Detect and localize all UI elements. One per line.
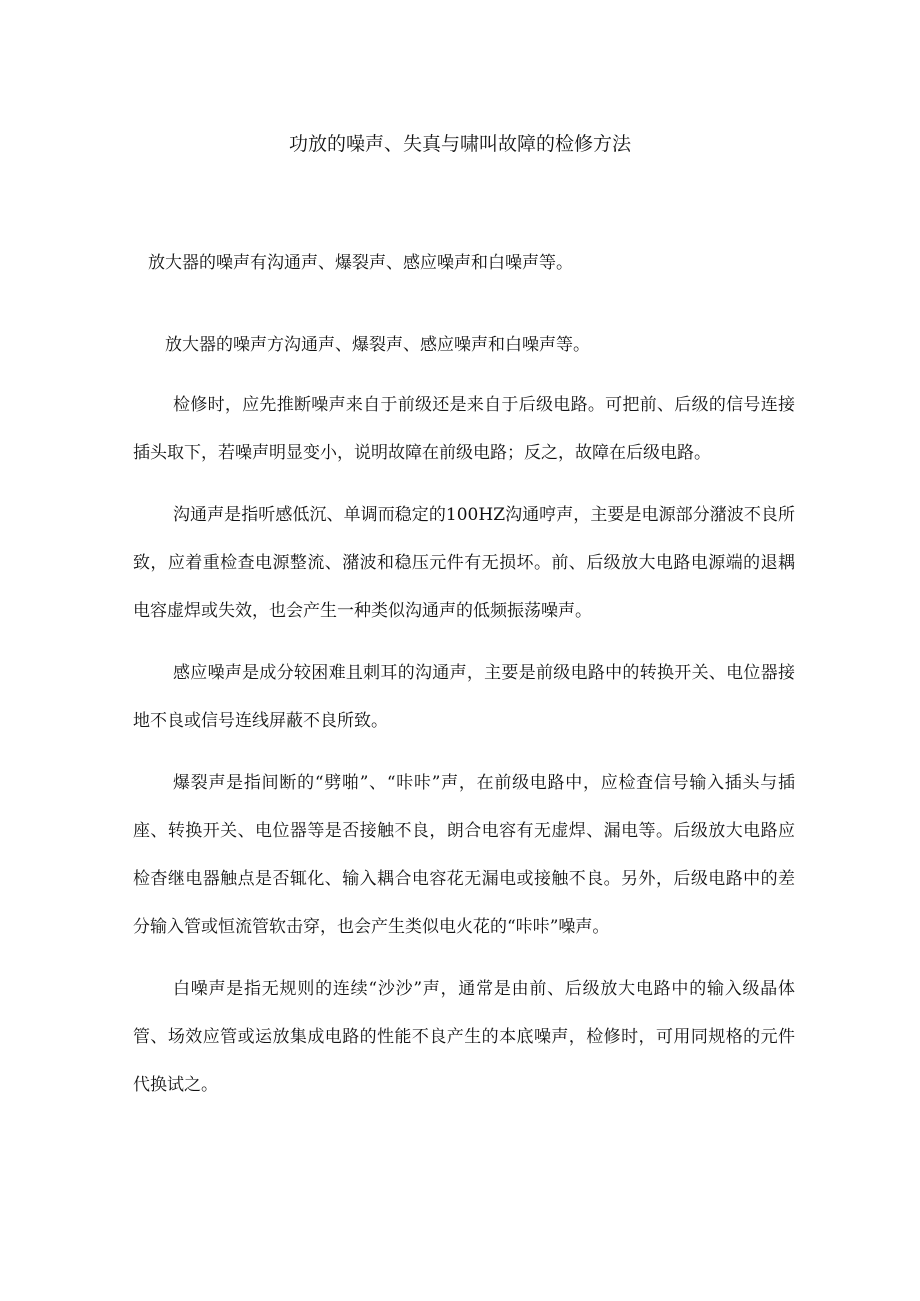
paragraph-white-noise: 白噪声是指无规则的连续“沙沙”声，通常是由前、后级放大电路中的输入级晶体管、场效应管或运放集成电路的性能不良产生的本底噪声，检修时，可用同规格的元件代换试之。 bbox=[133, 979, 795, 1095]
document-title: 功放的噪声、失真与啸叫故障的检修方法 bbox=[288, 133, 631, 155]
paragraph-crackle-noise: 爆裂声是指间断的“劈啪”、“咔咔”声，在前级电路中，应检査信号输入插头与插座、转换开关、电位器等是否接触不良，朗合电容有无虚焊、漏电等。后级放大电路应检杳继电器触点是否辄化、输入耦合电容花无漏电或接触不良。另外，后级电路中的差分输入管或恒流管软击穿，也会产生类似电火花的“咔咔”噪声。 bbox=[133, 773, 795, 937]
paragraph-diagnosis: 检修时，应先推断噪声来自于前级还是来自于后级电路。可把前、后级的信号连接插头取下，若噪声明显变小，说明故障在前级电路；反之，故障在后级电路。 bbox=[133, 395, 795, 463]
paragraph-hum-noise: 沟通声是指听感低沉、单调而稳定的100HZ沟通哼声，主要是电源部分潴波不良所致，应着重检查电源整流、潴波和稳压元件有无损坏。前、后级放大电路电源端的退耦电容虚焊或失效，也会产生一种类似沟通声的低频振荡噪声。 bbox=[133, 505, 795, 621]
body-text bbox=[133, 321, 795, 1123]
paragraph-noise-types: 放大器的噪声方沟通声、爆裂声、感应噪声和白噪声等。 bbox=[165, 335, 590, 355]
paragraph-induction-noise: 感应噪声是成分较困难且刺耳的沟通声，主要是前级电路中的转换开关、电位器接地不良或信号连线屏蔽不良所致。 bbox=[133, 663, 795, 731]
intro-paragraph: 放大器的噪声有沟通声、爆裂声、感应噪声和白噪声等。 bbox=[148, 253, 573, 273]
